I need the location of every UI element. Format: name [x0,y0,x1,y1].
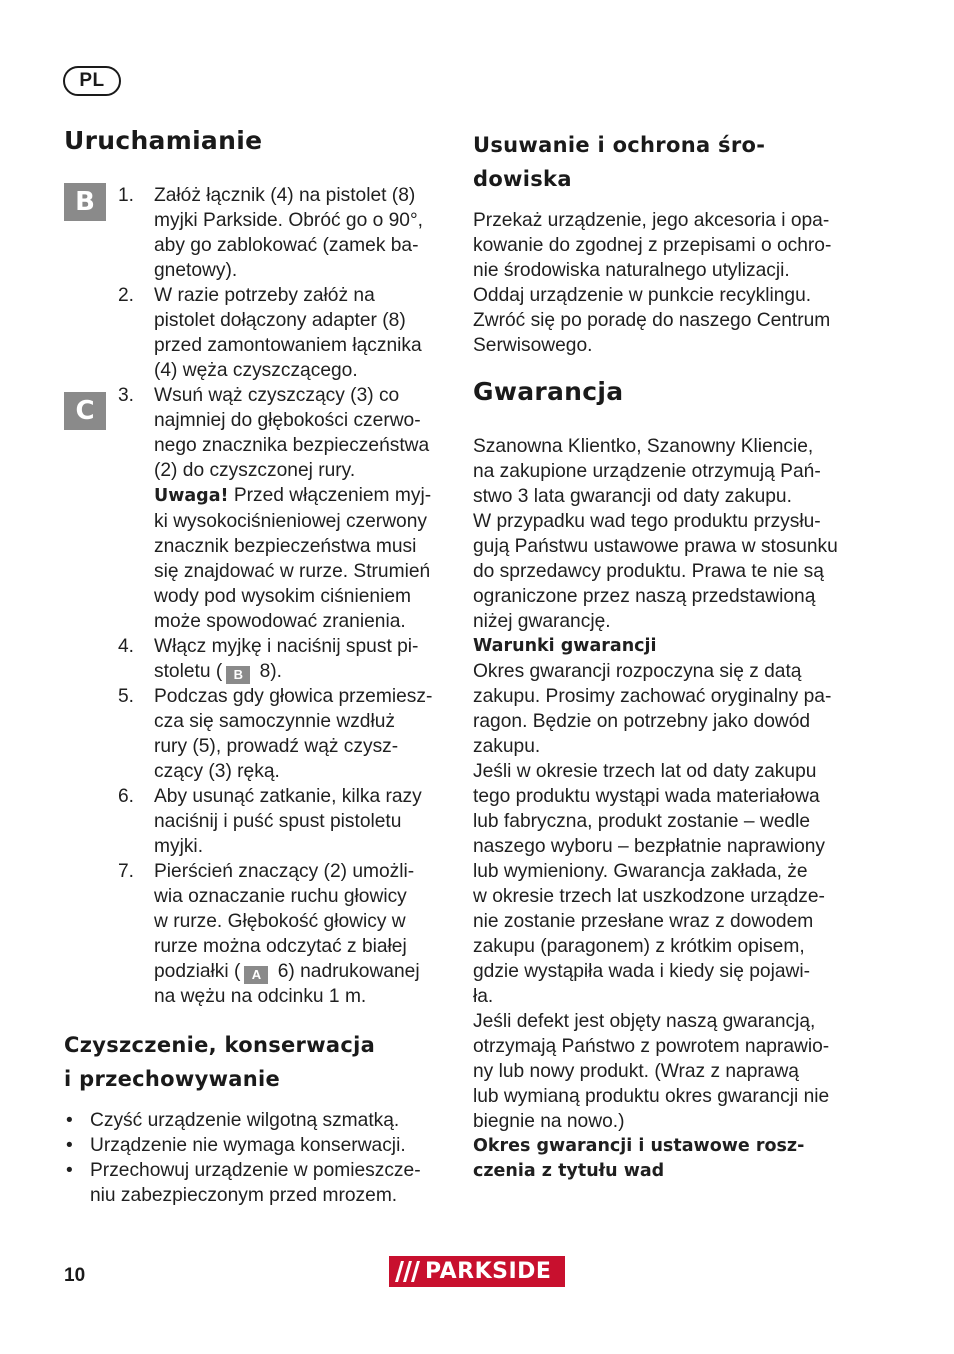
warning-label: Uwaga! [154,486,229,506]
step-text: Aby usunąć zatkanie, kilka razy [154,786,422,807]
paragraph-line: zakupu. [473,736,541,757]
warning-text: się znajdować w rurze. Strumień [154,561,431,582]
step-text: przed zamontowaniem łącznika [154,335,422,356]
paragraph-line: Przekaż urządzenie, jego akcesoria i opa- [473,210,830,231]
parkside-logo [389,1256,565,1287]
step-number: 6. [118,786,135,807]
section-title-uruchamianie: Uruchamianie [64,126,263,155]
step-text: najmniej do głębokości czerwo- [154,410,421,431]
list-item [64,1158,454,1208]
step-number: 3. [118,385,135,406]
paragraph-line: w okresie trzech lat uszkodzone urządze- [473,886,825,907]
step-text: czący (3) ręką. [154,761,280,782]
step-text-part: 8). [254,661,282,682]
disposal-paragraph [473,208,873,358]
step-number: 2. [118,285,135,306]
bullet-text: niu zabezpieczonym przed mrozem. [90,1185,398,1206]
section-title-cleaning [64,1028,375,1096]
paragraph-line: gdzie wystąpiła wada i kiedy się pojawi- [473,961,811,982]
paragraph-line: Szanowna Klientko, Szanowny Kliencie, [473,436,814,457]
figure-ref-marker: A [244,966,268,984]
paragraph-line: Jeśli w okresie trzech lat od daty zakupu [473,761,817,782]
step-text: myjki. [154,836,204,857]
paragraph-line: Zwróć się po poradę do naszego Centrum [473,310,831,331]
step-text: Załóż łącznik (4) na pistolet (8) [154,185,416,206]
list-item [64,283,454,383]
list-item [64,383,454,634]
warning-text: Przed włączeniem myj- [228,485,432,506]
step-text: gnetowy). [154,260,238,281]
step-text [154,959,454,984]
step-text: aby go zablokować (zamek ba- [154,235,419,256]
cleaning-bullet-list [64,1108,454,1208]
paragraph-line: biegnie na nowo.) [473,1111,625,1132]
step-text: rury (5), prowadź wąż czysz- [154,736,399,757]
step-text: (4) węża czyszczącego. [154,360,358,381]
step-text: Wsuń wąż czyszczący (3) co [154,385,400,406]
list-item [64,183,454,283]
subheading-warranty-conditions: Warunki gwarancji [473,636,657,656]
bullet-text: Urządzenie nie wymaga konserwacji. [90,1135,406,1156]
paragraph-line: ragon. Będzie on potrzebny jako dowód [473,711,811,732]
paragraph-line: lub fabryczna, produkt zostanie – wedle [473,811,811,832]
list-item [64,684,454,784]
section-title-disposal [473,128,765,196]
paragraph-line: tego produktu wystąpi wada materiałowa [473,786,820,807]
warranty-body [473,434,873,1184]
step-text: Podczas gdy głowica przemiesz- [154,686,433,707]
bullet-dot: • [66,1110,73,1131]
paragraph-line: naszego wyboru – bezpłatnie naprawiony [473,836,825,857]
section-title-warranty: Gwarancja [473,377,624,406]
figure-ref-marker: B [226,666,250,684]
step-number: 1. [118,185,135,206]
step-text-part: 6) nadrukowanej [272,961,420,982]
warning-text: znacznik bezpieczeństwa musi [154,536,417,557]
step-text [154,659,454,684]
paragraph-line: lub wymieniony. Gwarancja zakłada, że [473,861,808,882]
paragraph-line: niżej gwarancję. [473,611,611,632]
warning-line [154,483,454,509]
list-item [64,784,454,859]
list-item [64,859,454,1009]
step-text: Pierścień znaczący (2) umożli- [154,861,415,882]
step-text: W razie potrzeby załóż na [154,285,375,306]
list-item [64,634,454,684]
figure-marker-b: B [64,183,106,221]
paragraph-line: Oddaj urządzenie w punkcie recyklingu. [473,285,812,306]
list-item [64,1133,454,1158]
paragraph-line: Serwisowego. [473,335,593,356]
language-badge: PL [63,66,121,96]
bullet-dot: • [66,1160,73,1181]
logo-text: PARKSIDE [425,1259,552,1284]
step-text: wia oznaczanie ruchu głowicy [154,886,407,907]
step-text: w rurze. Głębokość głowicy w [154,911,406,932]
step-text: rurze można odczytać z białej [154,936,407,957]
step-text: (2) do czyszczonej rury. [154,460,356,481]
paragraph-line: nie zostanie przesłane wraz z dowodem [473,911,814,932]
step-text: nego znacznika bezpieczeństwa [154,435,430,456]
step-text: cza się samoczynnie wzdłuż [154,711,396,732]
step-text: naciśnij i puść spust pistoletu [154,811,402,832]
bullet-dot: • [66,1135,73,1156]
paragraph-line: otrzymają Państwo z powrotem naprawio- [473,1036,830,1057]
step-text: Włącz myjkę i naciśnij spust pi- [154,636,419,657]
paragraph-line: ła. [473,986,494,1007]
figure-marker-c: C [64,392,106,430]
paragraph-line: Okres gwarancji rozpoczyna się z datą [473,661,802,682]
paragraph-line: Jeśli defekt jest objęty naszą gwarancją, [473,1011,816,1032]
title-line: dowiska [473,167,572,191]
title-line: Usuwanie i ochrona śro- [473,133,766,157]
warning-text: wody pod wysokim ciśnieniem [154,586,411,607]
paragraph-line: ograniczone przez naszą przedstawioną [473,586,816,607]
paragraph-line: ny lub nowy produkt. (Wraz z naprawą [473,1061,799,1082]
paragraph-line: kowanie do zgodnej z przepisami o ochro- [473,235,832,256]
bullet-text: Czyść urządzenie wilgotną szmatką. [90,1110,400,1131]
subheading-statutory-claims: Okres gwarancji i ustawowe rosz- [473,1136,805,1156]
bullet-text: Przechowuj urządzenie w pomieszcze- [90,1160,421,1181]
title-line: Czyszczenie, konserwacja [64,1033,376,1057]
steps-list [64,183,454,1009]
title-line: i przechowywanie [64,1067,281,1091]
step-text: myjki Parkside. Obróć go o 90°, [154,210,423,231]
list-item [64,1108,454,1133]
warning-text: ki wysokociśnieniowej czerwony [154,511,427,532]
paragraph-line: zakupu (paragonem) z krótkim opisem, [473,936,805,957]
paragraph-line: stwo 3 lata gwarancji od daty zakupu. [473,486,792,507]
page-number: 10 [64,1265,86,1286]
logo-stripes-icon [389,1256,425,1287]
step-text: pistolet dołączony adapter (8) [154,310,406,331]
step-text-part: podziałki ( [154,961,241,982]
paragraph-line: lub wymianą produktu okres gwarancji nie [473,1086,830,1107]
step-text-part: stoletu ( [154,661,223,682]
paragraph-line: nie środowiska naturalnego utylizacji. [473,260,790,281]
paragraph-line: na zakupione urządzenie otrzymują Pań- [473,461,821,482]
paragraph-line: W przypadku wad tego produktu przysłu- [473,511,821,532]
step-number: 5. [118,686,135,707]
subheading-statutory-claims: czenia z tytułu wad [473,1161,665,1181]
warning-text: może spowodować zranienia. [154,611,406,632]
step-text: na wężu na odcinku 1 m. [154,986,367,1007]
paragraph-line: do sprzedawcy produktu. Prawa te nie są [473,561,824,582]
paragraph-line: gują Państwu ustawowe prawa w stosunku [473,536,838,557]
step-number: 7. [118,861,135,882]
paragraph-line: zakupu. Prosimy zachować oryginalny pa- [473,686,832,707]
step-number: 4. [118,636,135,657]
